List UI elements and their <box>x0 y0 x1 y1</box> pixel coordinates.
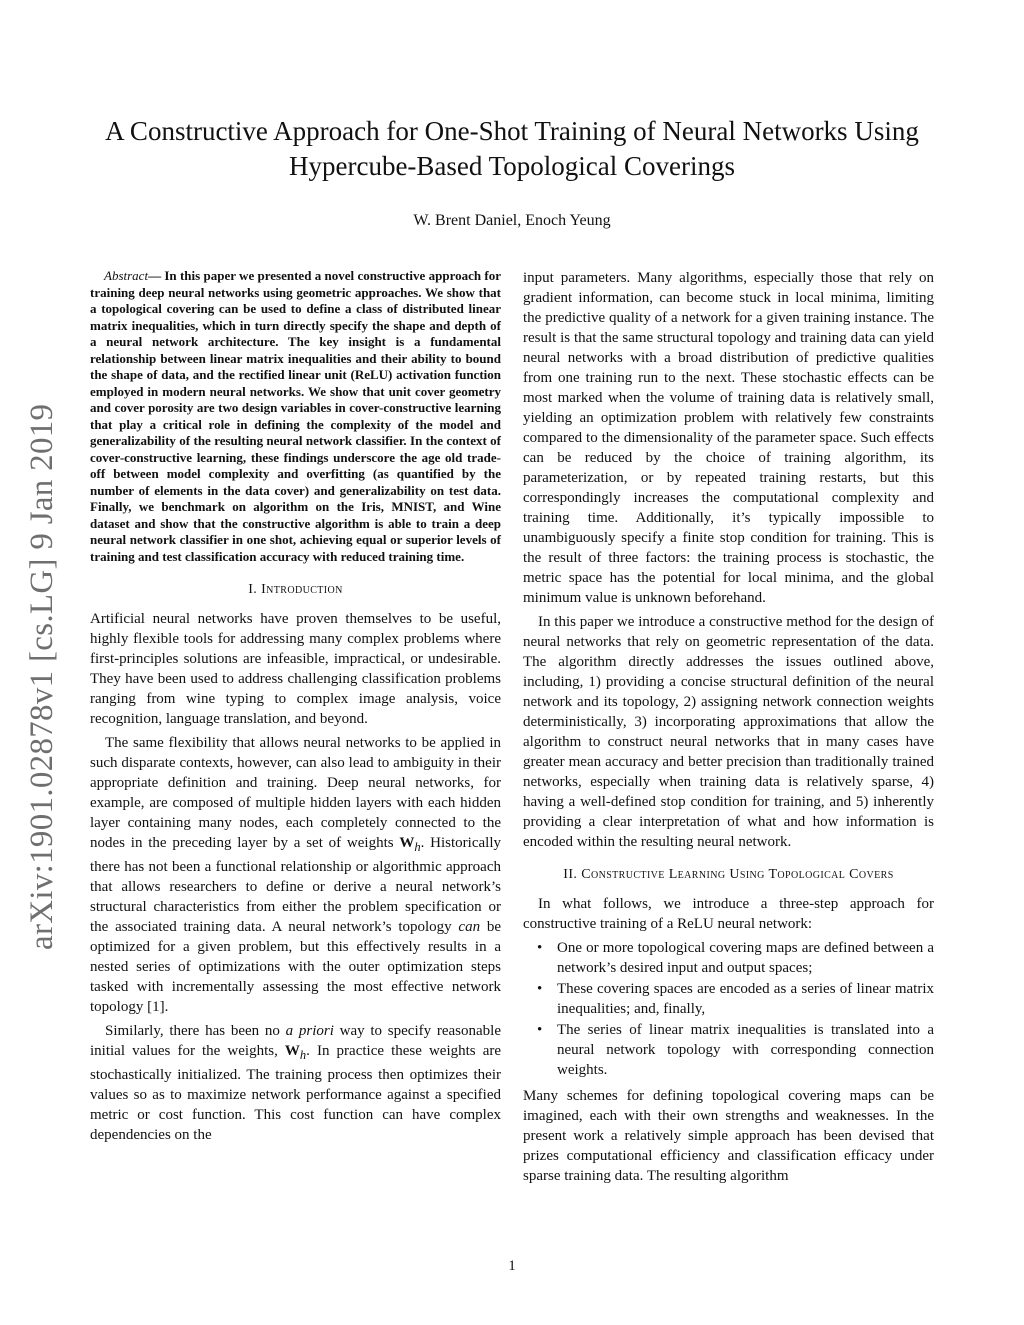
weights-symbol-2: W <box>284 1043 300 1059</box>
intro-p2-part-a: The same flexibility that allows neural networks to be applied in such disparate contexts, however, can also lead to ambiguity in their appropriate definition and training. Deep neural networks, for example, are composed of multiple hidden layers with each hidden layer containing many nodes, each completely connected to the nodes in the preceding layer by a set of weights <box>90 735 501 851</box>
list-item-text: One or more topological covering maps are defined between a network’s desired input and output spaces; <box>557 940 934 976</box>
bullet-icon: • <box>537 940 543 956</box>
title-line-2: Hypercube-Based Topological Coverings <box>288 151 735 181</box>
right-paragraph-3: In what follows, we introduce a three-step approach for constructive training of a ReLU neural network: <box>523 896 934 932</box>
right-column <box>523 268 934 1190</box>
list-item <box>523 938 934 978</box>
intro-p3-part-a: Similarly, there has been no <box>105 1023 286 1039</box>
abstract-dash: — <box>148 268 165 283</box>
intro-p3-part-c: . In practice these weights are stochastically initialized. The training process then optimizes their values so as to maximize network performance against a specified metric or cost function. This cost function can have complex dependencies on the <box>90 1043 502 1143</box>
list-item <box>523 979 934 1019</box>
intro-paragraph-3 <box>90 1021 501 1145</box>
arxiv-stamp[interactable]: arXiv:1901.02878v1 [cs.LG] 9 Jan 2019 <box>24 403 60 950</box>
page-number: 1 <box>508 1258 516 1274</box>
section-title-constructive-learning: II. Constructive Learning Using Topological Covers <box>563 867 894 882</box>
right-paragraph-1: input parameters. Many algorithms, especially those that rely on gradient information, can become stuck in local minima, limiting the predictive quality of a network for a given training instance. The result is that the same structural topology and training data can yield neural networks with a broad distribution of predictive qualities from one training run to the next. These stochastic effects can be most marked when the volume of training data is relatively small, yielding an optimization problem with relatively few constraints compared to the dimensionality of the parameter space. Such effects can be reduced by the choice of training algorithm, its parameterization, or by repeated training restarts, but this correspondingly increases the computational complexity and training time. Additionally, it’s typically impossible to unambiguously specify a finite stop condition for training. This is the result of three factors: the training process is stochastic, the metric space has the potential for local minima, and the global minimum value is unknown beforehand. <box>523 270 934 606</box>
weights-subscript-2: h <box>299 1048 307 1062</box>
intro-p3-part-b: way to specify reasonable initial values for the weights, <box>90 1023 501 1059</box>
intro-p2-part-c: be optimized for a given problem, but this effectively results in a nested series of optimizations with the outer optimization steps tasked with incrementally assessing the most effective network topology [1]. <box>90 919 501 1015</box>
emphasis-a-priori: a priori <box>285 1023 334 1039</box>
abstract-body: In this paper we presented a novel constructive approach for training deep neural networks using geometric approaches. We show that a topological covering can be used to define a class of distributed linear matrix inequalities, which in turn directly specify the shape and depth of a neural network architecture. The key insight is a fundamental relationship between linear matrix inequalities and their ability to bound the shape of data, and the rectified linear unit (ReLU) activation function employed in modern neural networks. We show that unit cover geometry and cover porosity are two design variables in cover-constructive learning that play a critical role in defining the complexity of the model and generalizability of the resulting neural network classifier. In the context of cover-constructive learning, these findings underscore the age old trade-off between model complexity and overfitting (as quantified by the number of elements in the data cover) and generalizability on test data. Finally, we benchmark on algorithm on the Iris, MNIST, and Wine dataset and show that the constructive algorithm is able to train a deep neural network classifier in one shot, achieving equal or superior levels of training and test classification accuracy with reduced training time. <box>90 268 502 564</box>
emphasis-can: can <box>458 919 481 935</box>
bullet-icon: • <box>537 1022 543 1038</box>
abstract-label: Abstract <box>104 268 149 283</box>
right-paragraph-2: In this paper we introduce a constructive method for the design of neural networks that rely on geometric representation of the data. The algorithm directly addresses the issues outlined above, including, 1) providing a concise structural definition of the neural network and its topology, 2) assigning network connection weights deterministically, 3) incorporating approximations that allow the algorithm to construct neural networks that in many cases have greater mean accuracy and better precision than traditionally trained networks, especially when training data is relatively sparse, 4) having a well-defined stop condition for training, and 5) inherently providing a clear interpretation of what and how information is encoded within the resulting neural network. <box>523 614 934 850</box>
intro-paragraph-1 <box>90 609 501 729</box>
weights-symbol: W <box>399 835 415 851</box>
list-item <box>523 1020 934 1080</box>
paper-title <box>80 114 944 184</box>
author-list: W. Brent Daniel, Enoch Yeung <box>413 212 611 229</box>
intro-paragraph-1-text: Artificial neural networks have proven themselves to be useful, highly flexible tools for addressing many complex problems where first-principles solutions are infeasible, impractical, or undesirable. They have been used to address challenging classification problems ranging from wine typing to complex image analysis, voice recognition, language translation, and beyond. <box>90 611 501 727</box>
weights-subscript: h <box>414 840 421 854</box>
bullet-icon: • <box>537 981 543 997</box>
intro-p2-part-b: . Historically there has not been a functional relationship or algorithmic approach that allows researchers to define or derive a neural network’s structural characteristics from either the problem specification or the associated training data. A neural network’s topology <box>90 835 501 935</box>
section-title-introduction: I. Introduction <box>248 582 343 597</box>
list-item-text: These covering spaces are encoded as a series of linear matrix inequalities; and, finally, <box>557 981 934 1017</box>
bullet-list <box>523 938 934 1080</box>
left-column <box>90 268 501 1149</box>
title-line-1: A Constructive Approach for One-Shot Training of Neural Networks Using <box>105 116 919 146</box>
list-item-text: The series of linear matrix inequalities is translated into a neural network topology with corresponding connection weights. <box>557 1022 934 1078</box>
right-paragraph-4: Many schemes for defining topological covering maps can be imagined, each with their own strengths and weaknesses. In the present work a relatively simple approach has been devised that prizes computational efficiency and classification efficacy under sparse training data. The resulting algorithm <box>523 1088 934 1184</box>
intro-paragraph-2 <box>90 733 501 1017</box>
abstract <box>90 268 501 565</box>
